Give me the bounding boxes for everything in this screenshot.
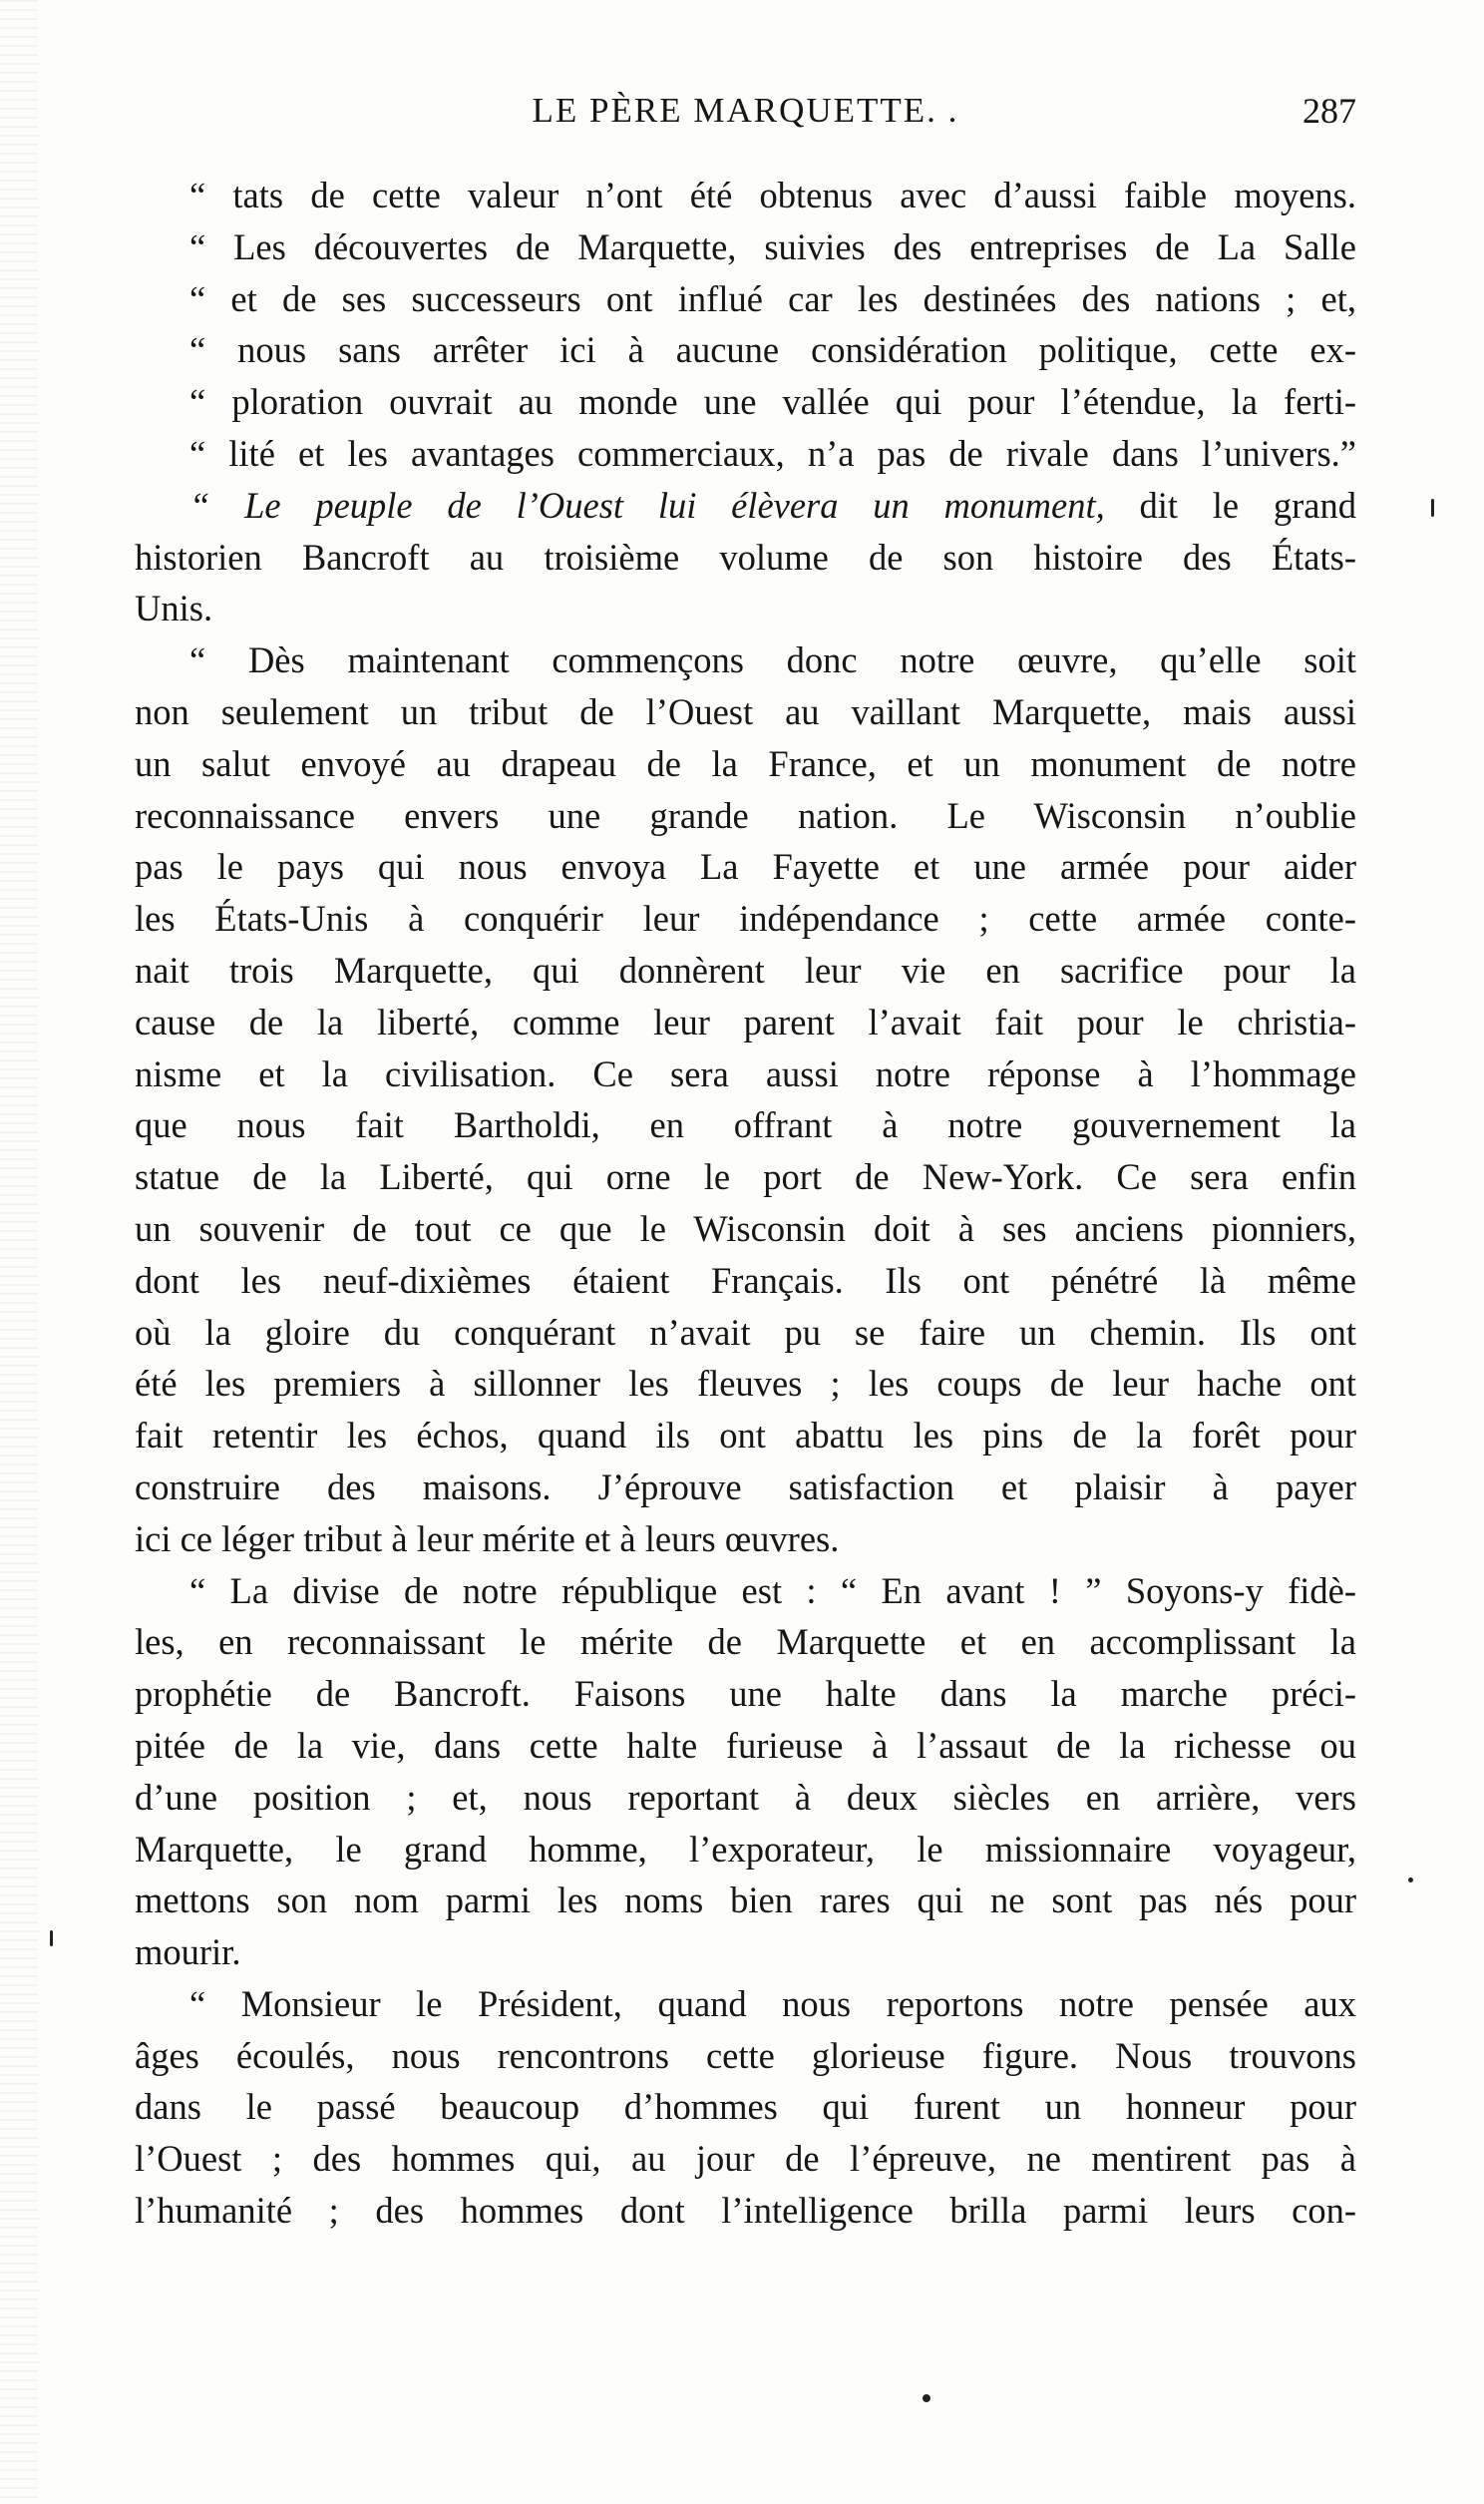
text-line: pitée de la vie, dans cette halte furieuse à l’assaut de la richesse ou [135, 1724, 1356, 1766]
text-line: d’une position ; et, nous reportant à deux siècles en arrière, vers [135, 1776, 1356, 1818]
text-line: non seulement un tribut de l’Ouest au vaillant Marquette, mais aussi [135, 690, 1356, 732]
text-line: dont les neuf-dixièmes étaient Français. Ils ont pénétré là même [135, 1259, 1356, 1301]
text-line: âges écoulés, nous rencontrons cette glorieuse figure. Nous trouvons [135, 2034, 1356, 2076]
text-line: “ La divise de notre république est : “ En avant ! ” Soyons-y fidè- [189, 1569, 1356, 1611]
text-line: prophétie de Bancroft. Faisons une halte dans la marche préci- [135, 1673, 1356, 1715]
scan-edge-texture [0, 0, 38, 2504]
text-line: “ Monsieur le Président, quand nous reportons notre pensée aux [189, 1982, 1356, 2024]
text-line: “ tats de cette valeur n’ont été obtenus avec d’aussi faible moyens. [189, 175, 1356, 215]
text-line: ici ce léger tribut à leur mérite et à leurs œuvres. [135, 1517, 840, 1559]
ink-speck [1431, 499, 1434, 517]
text-line: construire des maisons. J’éprouve satisfaction et plaisir à payer [135, 1465, 1356, 1507]
text-line: “ nous sans arrêter ici à aucune considération politique, cette ex- [189, 329, 1356, 371]
text-line: l’Ouest ; des hommes qui, au jour de l’épreuve, ne mentirent pas à [135, 2138, 1356, 2180]
running-title: LE PÈRE MARQUETTE. . [532, 91, 959, 130]
text-line: “ Les découvertes de Marquette, suivies des entreprises de La Salle [189, 225, 1356, 267]
italic-quote: “ Le peuple de l’Ouest lui élèvera un monument, [189, 484, 1105, 526]
text-line: cause de la liberté, comme leur parent l’avait fait pour le christia- [135, 1001, 1356, 1043]
text-line: nisme et la civilisation. Ce sera aussi notre réponse à l’hommage [135, 1052, 1356, 1094]
text-line: fait retentir les échos, quand ils ont abattu les pins de la forêt pour [135, 1415, 1356, 1457]
quote-attribution: dit le grand [1104, 484, 1357, 526]
text-line: “ lité et les avantages commerciaux, n’a pas de rivale dans l’univers.” [189, 432, 1356, 474]
text-line: statue de la Liberté, qui orne le port de New-York. Ce sera enfin [135, 1156, 1356, 1198]
text-line: été les premiers à sillonner les fleuves ; les coups de leur hache ont [135, 1363, 1356, 1405]
ink-speck [50, 1930, 53, 1946]
text-line: les États-Unis à conquérir leur indépendance ; cette armée conte- [135, 898, 1356, 940]
text-line: historien Bancroft au troisième volume de son histoire des États- [135, 536, 1356, 578]
text-line: “ Dès maintenant commençons donc notre œuvre, qu’elle soit [189, 639, 1356, 681]
text-line: “ et de ses successeurs ont influé car les destinées des nations ; et, [189, 277, 1356, 319]
text-line: pas le pays qui nous envoya La Fayette et une armée pour aider [135, 846, 1356, 888]
text-line: un souvenir de tout ce que le Wisconsin doit à ses anciens pionniers, [135, 1207, 1356, 1249]
text-line [135, 480, 1356, 532]
text-line: reconnaissance envers une grande nation. Le Wisconsin n’oublie [135, 794, 1356, 836]
text-line: nait trois Marquette, qui donnèrent leur vie en sacrifice pour la [135, 949, 1356, 991]
running-head [135, 86, 1356, 136]
text-line: mourir. [135, 1931, 241, 1973]
ink-speck [923, 2394, 930, 2402]
text-line: “ ploration ouvrait au monde une vallée qui pour l’étendue, la ferti- [189, 381, 1356, 423]
text-line: un salut envoyé au drapeau de la France, et un monument de notre [135, 742, 1356, 784]
text-line: mettons son nom parmi les noms bien rares qui ne sont pas nés pour [135, 1879, 1356, 1921]
text-line: Marquette, le grand homme, l’exporateur, le missionnaire voyageur, [135, 1828, 1356, 1870]
page-number: 287 [1302, 91, 1356, 131]
text-line: les, en reconnaissant le mérite de Marquette et en accomplissant la [135, 1621, 1356, 1663]
text-line: l’humanité ; des hommes dont l’intelligence brilla parmi leurs con- [135, 2190, 1356, 2232]
ink-speck [1408, 1878, 1413, 1882]
text-line: que nous fait Bartholdi, en offrant à notre gouvernement la [135, 1104, 1356, 1146]
text-line: dans le passé beaucoup d’hommes qui furent un honneur pour [135, 2086, 1356, 2128]
text-line: Unis. [135, 588, 213, 629]
body-text [135, 170, 1356, 2237]
text-line: où la gloire du conquérant n’avait pu se faire un chemin. Ils ont [135, 1311, 1356, 1353]
